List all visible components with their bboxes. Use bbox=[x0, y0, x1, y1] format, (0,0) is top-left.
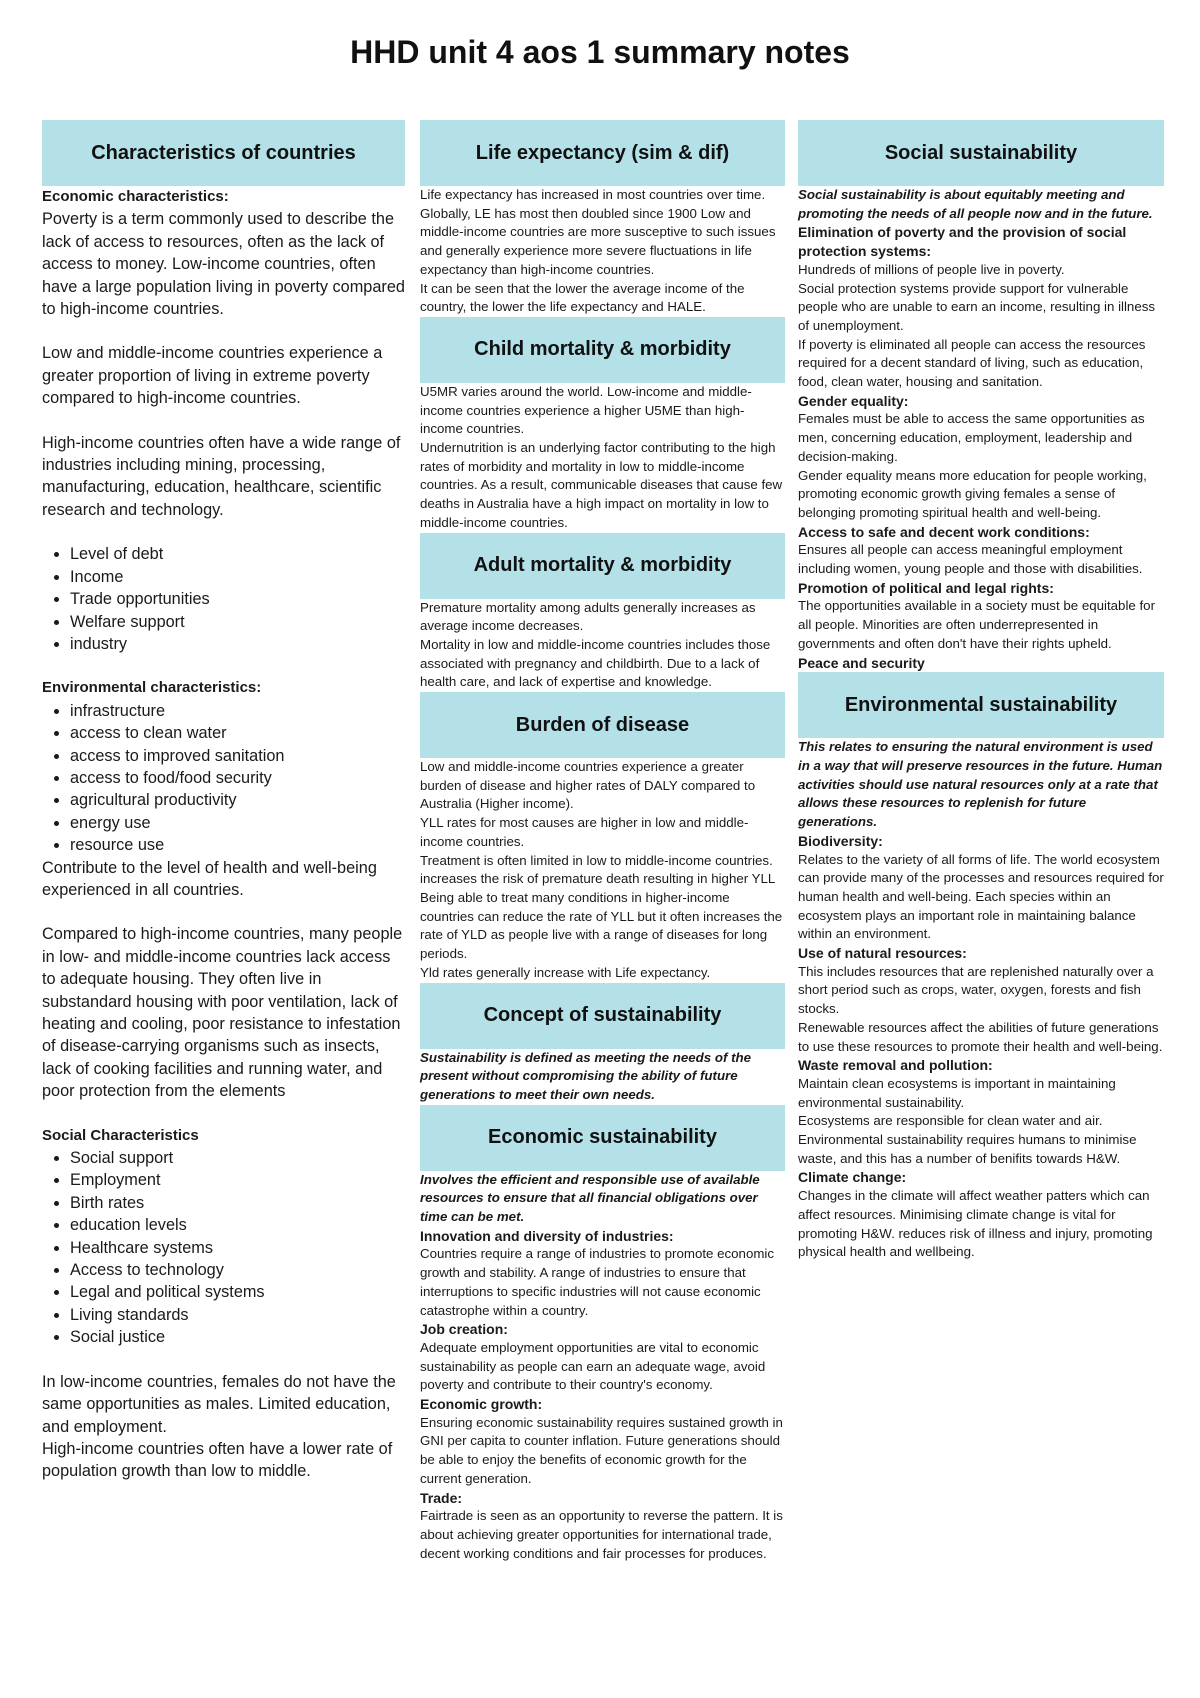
natural-resources-title: Use of natural resources: bbox=[798, 945, 967, 962]
adult-mortality-paragraph: Mortality in low and middle-income countries includes those associated with pregnancy and childbirth. Due to a lack of health care, and lack of expertise and knowledge. bbox=[420, 636, 771, 690]
economic-sustainability-definition: Involves the efficient and responsible use of available resources to ensure that all financial obligations over time can be met. bbox=[420, 1171, 760, 1225]
list-item: • resource use bbox=[70, 834, 405, 856]
section-heading-environmental-sustainability: Environmental sustainability bbox=[798, 672, 1164, 738]
innovation-title: Innovation and diversity of industries: bbox=[420, 1227, 674, 1244]
section-heading-concept-of-sustainability: Concept of sustainability bbox=[420, 983, 785, 1049]
page-title: HHD unit 4 aos 1 summary notes bbox=[350, 34, 850, 70]
section-heading-adult-mortality: Adult mortality & morbidity bbox=[420, 533, 785, 599]
natural-resources-paragraph: This includes resources that are replenished naturally over a short period such as crops, water, oxygen, forests and fish stocks. bbox=[798, 963, 1154, 1017]
trade-title: Trade: bbox=[420, 1489, 463, 1506]
column-characteristics bbox=[42, 120, 405, 1483]
economic-sustainability-body bbox=[420, 1171, 785, 1564]
gender-equality-paragraph: Females must be able to access the same opportunities as men, concerning education, employment, leadership and decision-making. bbox=[798, 411, 1145, 464]
poverty-elimination-paragraph: Hundreds of millions of people live in poverty. bbox=[798, 261, 1065, 277]
burden-paragraph: YLL rates for most causes are higher in low and middle-income countries. bbox=[420, 815, 749, 849]
environmental-characteristics-title: Environmental characteristics: bbox=[42, 679, 262, 697]
adult-mortality-body bbox=[420, 599, 785, 693]
life-expectancy-body bbox=[420, 186, 785, 317]
work-conditions-paragraph: Ensures all people can access meaningful employment including women, young people and those with disabilities. bbox=[798, 542, 1143, 577]
job-creation-paragraph: Adequate employment opportunities are vital to economic sustainability as people can earn an adequate wage, avoid poverty and contribute to their country's economy. bbox=[420, 1339, 766, 1393]
environmental-list bbox=[42, 700, 405, 857]
list-item: • energy use bbox=[70, 812, 405, 834]
climate-change-title: Climate change: bbox=[798, 1169, 907, 1186]
list-item: • Income bbox=[70, 566, 405, 588]
list-item: • Level of debt bbox=[70, 543, 405, 565]
poverty-elimination-paragraph: If poverty is eliminated all people can access the resources required for a decent standard of living, such as education, food, clean water, housing and sanitation. bbox=[798, 336, 1146, 390]
child-mortality-paragraph: U5MR varies around the world. Low-income and middle-income countries experience a higher U5ME than high-income countries. bbox=[420, 383, 752, 437]
environmental-sustainability-body bbox=[798, 738, 1164, 1262]
poverty-elimination-title: Elimination of poverty and the provision of social protection systems: bbox=[798, 224, 1127, 260]
gender-equality-paragraph: Gender equality means more education for people working, promoting economic growth giving females a sense of belonging promoting spiritual health and well-being. bbox=[798, 467, 1147, 520]
section-heading-child-mortality: Child mortality & morbidity bbox=[420, 317, 785, 383]
section-heading-economic-sustainability: Economic sustainability bbox=[420, 1105, 785, 1171]
social-sustainability-definition: Social sustainability is about equitably meeting and promoting the needs of all people now and in the future. bbox=[798, 187, 1153, 221]
adult-mortality-paragraph: Premature mortality among adults generally increases as average income decreases. bbox=[420, 599, 756, 634]
list-item: • Birth rates bbox=[70, 1192, 405, 1214]
economic-growth-title: Economic growth: bbox=[420, 1396, 543, 1413]
population-growth-paragraph: High-income countries often have a lower rate of population growth than low to middle. bbox=[42, 1439, 393, 1481]
natural-resources-paragraph: Renewable resources affect the abilities of future generations to use these resources to promote their health and well-being. bbox=[798, 1019, 1163, 1054]
list-item: • Social support bbox=[70, 1147, 405, 1169]
extreme-poverty-paragraph: Low and middle-income countries experience a greater proportion of living in extreme poverty compared to high-income countries. bbox=[42, 344, 383, 408]
trade-paragraph: Fairtrade is seen as an opportunity to reverse the pattern. It is about achieving greater opportunities for international trade, decent working conditions and fair processes for produces. bbox=[420, 1508, 783, 1561]
list-item: • access to improved sanitation bbox=[70, 745, 405, 767]
list-item: • Living standards bbox=[70, 1304, 405, 1326]
waste-title: Waste removal and pollution: bbox=[798, 1057, 993, 1074]
child-mortality-paragraph: Undernutrition is an underlying factor contributing to the high rates of morbidity and mortality in low to middle-income countries. As a result, communicable diseases that cause few deaths in Australia have a high impact on mortality in low to middle-income countries. bbox=[420, 440, 783, 530]
list-item: • Access to technology bbox=[70, 1259, 405, 1281]
peace-security-title: Peace and security bbox=[798, 654, 925, 671]
economic-growth-paragraph: Ensuring economic sustainability requires sustained growth in GNI per capita to counter inflation. Future generations should be able to enjoy the benefits of economic growth for the current generation. bbox=[420, 1414, 783, 1486]
contribute-paragraph: Contribute to the level of health and well-being experienced in all countries. bbox=[42, 858, 377, 899]
social-list bbox=[42, 1147, 405, 1349]
list-item: • Social justice bbox=[70, 1326, 405, 1348]
poverty-paragraph: Poverty is a term commonly used to describe the lack of access to resources, often as the lack of access to money. Low-income countries, often have a large population living in poverty compared to high-income countries. bbox=[42, 210, 405, 319]
section-heading-social-sustainability: Social sustainability bbox=[798, 120, 1164, 186]
work-conditions-title: Access to safe and decent work conditions: bbox=[798, 523, 1090, 540]
job-creation-title: Job creation: bbox=[420, 1321, 508, 1338]
list-item: • Welfare support bbox=[70, 611, 405, 633]
burden-paragraph: Being able to treat many conditions in higher-income countries can reduce the rate of YLL but it often increases the rate of YLD as people live with a range of diseases for long periods. bbox=[420, 889, 783, 962]
life-expectancy-paragraph: It can be seen that the lower the average income of the country, the lower the life expectancy and HALE. bbox=[420, 280, 745, 315]
list-item: • infrastructure bbox=[70, 700, 405, 722]
waste-paragraph: Maintain clean ecosystems is important in maintaining environmental sustainability. bbox=[798, 1075, 1116, 1110]
innovation-paragraph: Countries require a range of industries to promote economic growth and stability. A range of industries to ensure that interruptions to specific industries will not cause economic catastrophe within a country. bbox=[420, 1246, 775, 1318]
characteristics-body bbox=[42, 186, 405, 1483]
social-characteristics-title: Social Characteristics bbox=[42, 1126, 199, 1144]
females-paragraph: In low-income countries, females do not have the same opportunities as males. Limited education, and employment. bbox=[42, 1372, 396, 1436]
waste-paragraph: Ecosystems are responsible for clean water and air. Environmental sustainability requires humans to minimise waste, and this has a number of benifits towards H&W. bbox=[798, 1113, 1137, 1166]
child-mortality-body bbox=[420, 383, 785, 533]
gender-equality-title: Gender equality: bbox=[798, 392, 909, 409]
poverty-elimination-paragraph: Social protection systems provide support for vulnerable people who are unable to earn an income, resulting in illness of unemployment. bbox=[798, 280, 1156, 333]
list-item: • Employment bbox=[70, 1169, 405, 1191]
burden-paragraph: Treatment is often limited in low to middle-income countries. increases the risk of premature death resulting in higher YLL bbox=[420, 852, 776, 887]
list-item: • access to clean water bbox=[70, 722, 405, 744]
list-item: • Trade opportunities bbox=[70, 588, 405, 610]
burden-body bbox=[420, 758, 785, 982]
biodiversity-paragraph: Relates to the variety of all forms of life. The world ecosystem can provide many of the processes and resources required for human health and well-being. Each species within an ecosystem plays an important role in maintaining balance within an environment. bbox=[798, 851, 1164, 942]
economic-characteristics-title: Economic characteristics: bbox=[42, 188, 229, 205]
list-item: • education levels bbox=[70, 1214, 405, 1236]
column-sustainability bbox=[798, 120, 1164, 1262]
list-item: • Legal and political systems bbox=[70, 1281, 405, 1303]
biodiversity-title: Biodiversity: bbox=[798, 832, 883, 849]
list-item: • Healthcare systems bbox=[70, 1237, 405, 1259]
section-heading-life-expectancy: Life expectancy (sim & dif) bbox=[420, 120, 785, 186]
social-sustainability-body bbox=[798, 186, 1164, 672]
column-mortality bbox=[420, 120, 785, 1563]
burden-paragraph: Low and middle-income countries experience a greater burden of disease and higher rates of DALY compared to Australia (Higher income). bbox=[420, 759, 756, 812]
economic-list bbox=[42, 543, 405, 655]
list-item: • access to food/food security bbox=[70, 767, 405, 789]
burden-paragraph: Yld rates generally increase with Life expectancy. bbox=[420, 964, 711, 980]
concept-definition: Sustainability is defined as meeting the needs of the present without compromising the ability of future generations to meet their own needs. bbox=[420, 1049, 752, 1102]
concept-body bbox=[420, 1049, 785, 1105]
rights-paragraph: The opportunities available in a society must be equitable for all people. Minorities are often underrepresented in governments and often don't have their rights upheld. bbox=[798, 598, 1156, 651]
section-heading-burden-of-disease: Burden of disease bbox=[420, 692, 785, 758]
list-item: • industry bbox=[70, 633, 405, 655]
list-item: • agricultural productivity bbox=[70, 789, 405, 811]
housing-paragraph: Compared to high-income countries, many people in low- and middle-income countries lack access to adequate housing. They often live in substandard housing with poor ventilation, lack of heating and cooling, poor resistance to infestation of disease-carrying organisms such as insects, lack of cooking facilities and running water, and poor protection from the elements bbox=[42, 925, 403, 1101]
industries-paragraph: High-income countries often have a wide range of industries including mining, processing, manufacturing, education, healthcare, scientific research and technology. bbox=[42, 433, 401, 519]
life-expectancy-paragraph: Life expectancy has increased in most countries over time. Globally, LE has most then doubled since 1900 Low and middle-income countries are more susceptive to such issues and generally experience more severe fluctuations in life expectancy than high-income countries. bbox=[420, 187, 776, 277]
section-heading-characteristics: Characteristics of countries bbox=[42, 120, 405, 186]
climate-change-paragraph: Changes in the climate will affect weather patters which can affect resources. Minimising climate change is vital for promoting H&W. reduces risk of illness and injury, promoting physical health and wellbeing. bbox=[798, 1188, 1153, 1260]
rights-title: Promotion of political and legal rights: bbox=[798, 579, 1054, 596]
environmental-sustainability-definition: This relates to ensuring the natural environment is used in a way that will preserve resources in the future. Human activities should use natural resources only at a rate that allows these resources to replenish for future generations. bbox=[798, 739, 1163, 830]
